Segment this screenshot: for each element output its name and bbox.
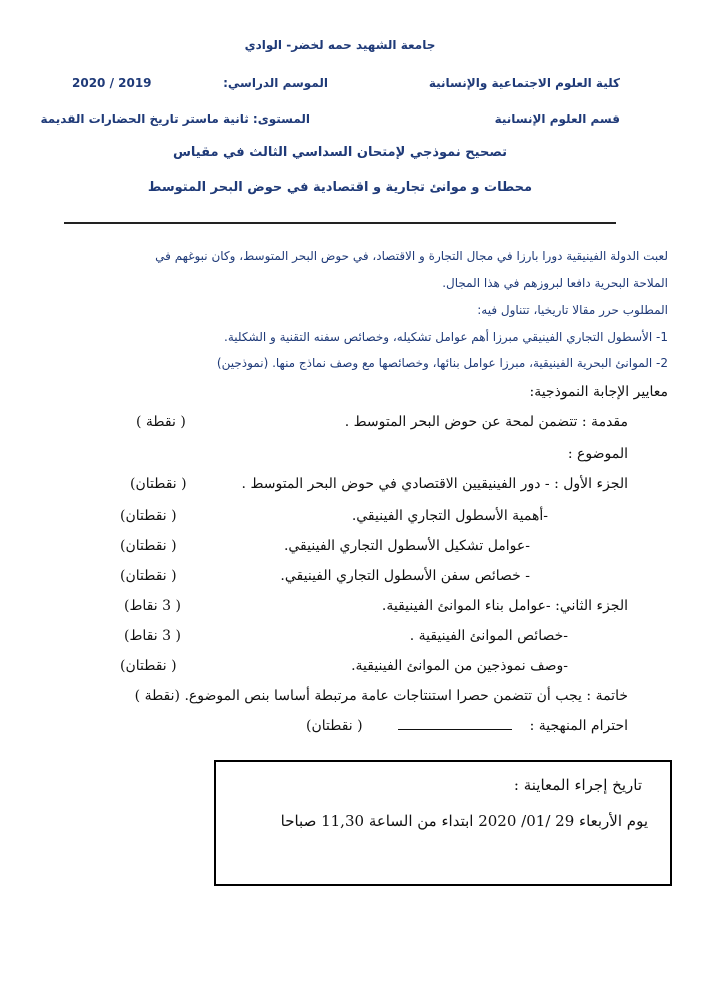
part1-criterion: الجزء الأول : - دور الفينيقيين الاقتصادي في حوض البحر المتوسط .	[241, 476, 628, 492]
question-intro-line2: الملاحة البحرية دافعا لبروزهم في هذا المجال.	[442, 276, 668, 290]
method-criterion: احترام المنهجية :	[529, 718, 628, 734]
exam-title: تصحيح نموذجي لإمتحان السداسي الثالث في مقياس	[172, 145, 508, 160]
season-label: الموسم الدراسي:	[223, 76, 328, 90]
conclusion-criterion: خاتمة : يجب أن تتضمن حصرا استنتاجات عامة مرتبطة أساسا بنص الموضوع. (نقطة )	[134, 688, 628, 704]
divider-line	[64, 222, 616, 224]
part1a-criterion: -أهمية الأسطول التجاري الفينيقي.	[351, 508, 548, 524]
part2b-points: ( نقطتان)	[120, 658, 177, 674]
method-points: ( نقطتان)	[306, 718, 363, 734]
question-item-1: 1- الأسطول التجاري الفينيقي مبرزا أهم عوامل تشكيله، وخصائص سفنه التقنية و الشكلية.	[224, 330, 668, 344]
faculty-name: كلية العلوم الاجتماعية والإنسانية	[428, 76, 620, 90]
intro-points: ( نقطة )	[136, 414, 186, 430]
part2-points: ( 3 نقاط)	[124, 598, 181, 614]
part1a-points: ( نقطتان)	[120, 508, 177, 524]
question-intro-line1: لعبت الدولة الفينيقية دورا بارزا في مجال التجارة و الاقتصاد، في حوض البحر المتوسط، وكان نبوغهم في	[155, 249, 668, 263]
question-task: المطلوب حرر مقالا تاريخيا، تتناول فيه:	[477, 303, 668, 317]
level-info: المستوى: ثانية ماستر تاريخ الحضارات القديمة	[40, 112, 310, 126]
part2a-points: ( 3 نقاط)	[124, 628, 181, 644]
part1c-points: ( نقطتان)	[120, 568, 177, 584]
university-name: جامعة الشهيد حمه لخضر- الوادي	[244, 38, 436, 52]
part2-criterion: الجزء الثاني: -عوامل بناء الموانئ الفينيقية.	[381, 598, 628, 614]
department-name: قسم العلوم الإنسانية	[494, 112, 620, 126]
part1b-points: ( نقطتان)	[120, 538, 177, 554]
part1c-criterion: - خصائص سفن الأسطول التجاري الفينيقي.	[280, 568, 530, 584]
criteria-title: معايير الإجابة النموذجية:	[529, 384, 668, 400]
question-item-2: 2- الموانئ البحرية الفينيقية، مبرزا عوامل بنائها، وخصائصها مع وصف نماذج منها. (نموذجين)	[216, 356, 668, 370]
topic-label: الموضوع :	[567, 446, 628, 462]
subject-title: محطات و موانئ تجارية و اقتصادية في حوض البحر المتوسط	[147, 180, 533, 195]
method-underline	[398, 729, 512, 730]
review-box-title: تاريخ إجراء المعاينة :	[513, 776, 642, 794]
intro-criterion: مقدمة : تتضمن لمحة عن حوض البحر المتوسط .	[344, 414, 628, 430]
part1b-criterion: -عوامل تشكيل الأسطول التجاري الفينيقي.	[283, 538, 530, 554]
review-box-details: يوم الأربعاء 29 /01/ 2020 ابتداء من الساعة 11,30 صباحا	[280, 812, 648, 830]
part2a-criterion: -خصائص الموانئ الفينيقية .	[409, 628, 568, 644]
part1-points: ( نقطتان)	[130, 476, 187, 492]
part2b-criterion: -وصف نموذجين من الموانئ الفينيقية.	[351, 658, 568, 674]
season-value: 2020 / 2019	[72, 76, 152, 90]
